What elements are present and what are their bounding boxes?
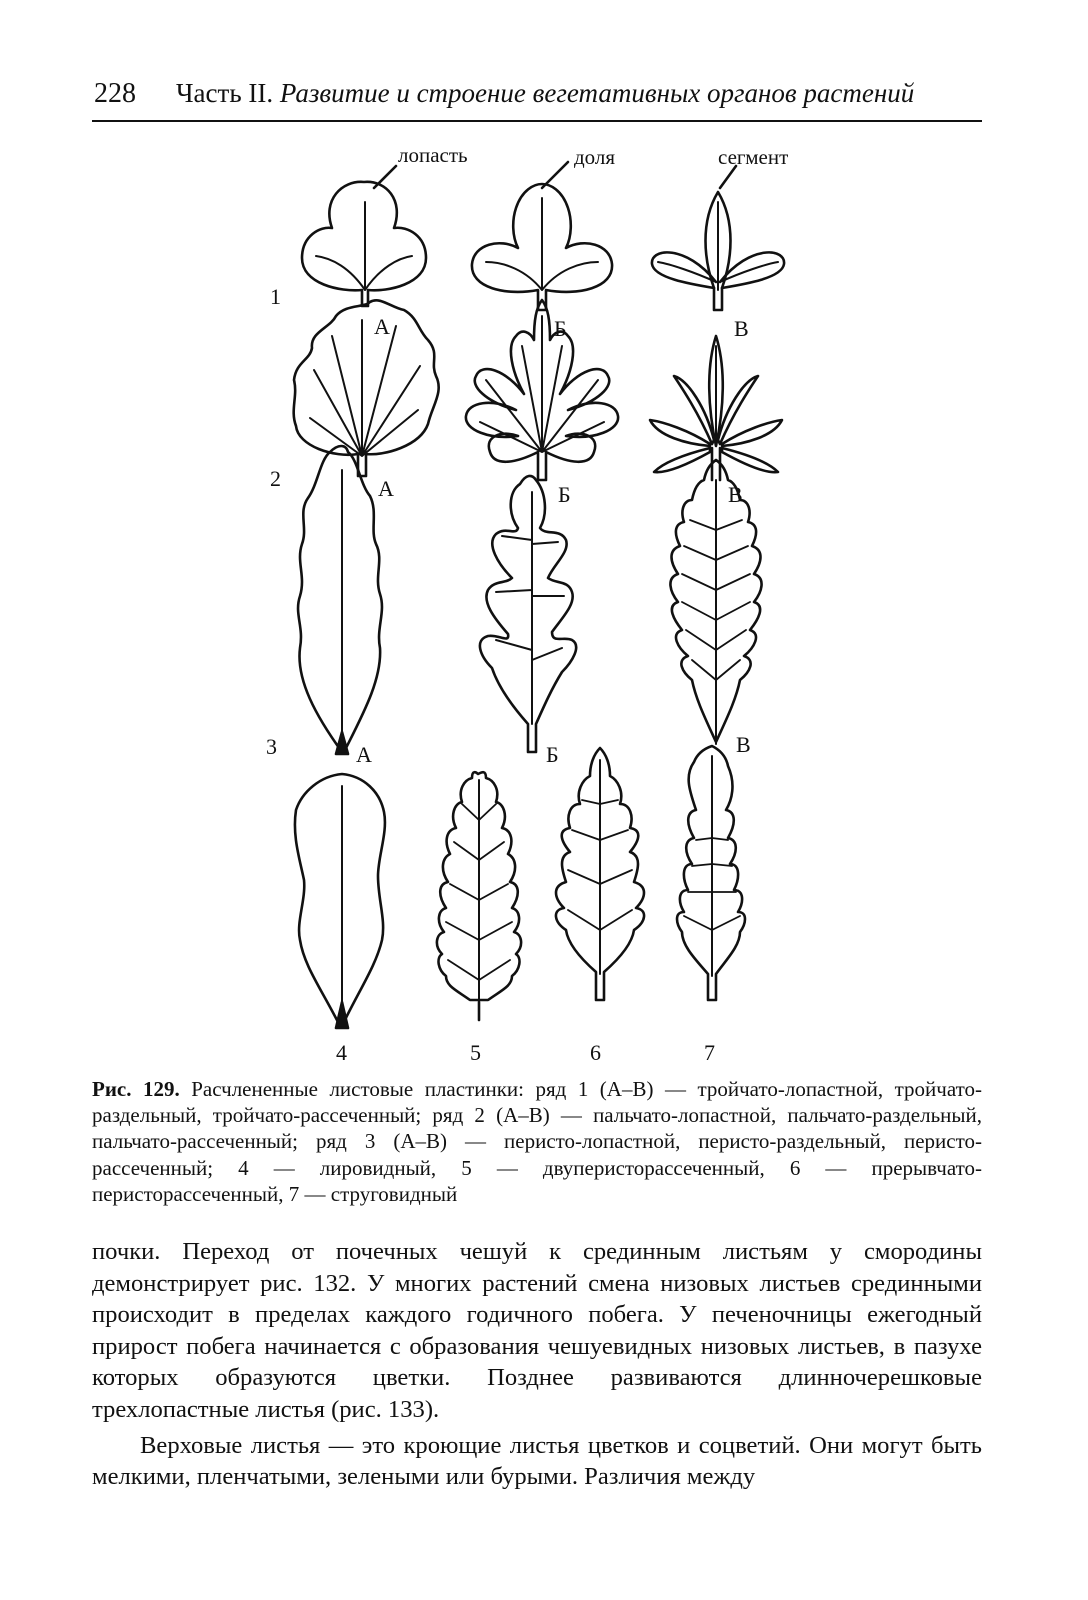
leaf-2b-palmately-parted: [466, 300, 618, 480]
col-letter-2b: Б: [558, 482, 571, 507]
col-letter-3a: А: [356, 742, 372, 767]
col-letter-1c: В: [734, 316, 749, 341]
caption-label: Рис. 129.: [92, 1077, 180, 1101]
leaf-1a-trilobate: [302, 182, 426, 306]
label-share: доля: [574, 145, 616, 169]
figure-caption: [92, 1076, 982, 1207]
leaf-4-lyrate: [295, 774, 385, 1028]
col-letter-1a: А: [374, 314, 390, 339]
col-letter-3c: В: [736, 732, 751, 757]
part-label: Часть II.: [176, 78, 274, 108]
caption-text: Расчлененные листовые пластинки: ряд 1 (А–В) — тройчато-лопастной, тройчато-раздельный, тройчато-рассеченный; ряд 2 (А–В) — пальчато-лопастной, пальчато-раздельный, пальчато-рассеченный; ряд 3 (А–В) — перисто-лопастной, перисто-раздельный, перисто-рассеченный; 4 — лировидный, 5 — двуперисторассеченный, 6 — прерывчато-перисторассеченный, 7 — струговидный: [92, 1077, 982, 1206]
leaf-1b-tripartite: [472, 184, 612, 310]
bottom-number-6: 6: [590, 1040, 601, 1065]
body-text: [92, 1236, 982, 1493]
page-number: 228: [94, 78, 136, 109]
figure-129: [250, 140, 830, 1070]
paragraph-1: почки. Переход от почечных чешуй к срединным листьям у смородины демонстрирует рис. 132. У многих растений смена низовых листьев срединными происходит в пределах каждого годичного побега. У печеночницы ежегодный прирост побега начинается с образования чешуевидных низовых листьев, в пазухе которых образуются цветки. Позднее развиваются длинночерешковые трехлопастные листья (рис. 133).: [92, 1238, 982, 1423]
label-segment: сегмент: [718, 145, 789, 169]
bottom-number-5: 5: [470, 1040, 481, 1065]
leaf-3c-pinnately-dissected: [670, 460, 761, 744]
row-number-2: 2: [270, 466, 281, 491]
leader-segment: [720, 166, 736, 188]
col-letter-3b: Б: [546, 742, 559, 767]
label-lobe: лопасть: [398, 143, 468, 167]
col-letter-2a: А: [378, 476, 394, 501]
leaf-3b-pinnately-parted: [480, 476, 576, 752]
row-number-1: 1: [270, 284, 281, 309]
running-title: [176, 78, 914, 109]
col-letter-1b: Б: [554, 316, 567, 341]
running-header: [92, 78, 982, 122]
leaf-2c-palmately-dissected: [650, 336, 782, 480]
bottom-number-4: 4: [336, 1040, 347, 1065]
leaf-3a-pinnately-lobed: [298, 446, 382, 754]
leaf-6-interruptedly-pinnatisect: [556, 748, 644, 1000]
col-letter-2c: В: [728, 482, 743, 507]
part-title: Развитие и строение вегетативных органов растений: [279, 78, 915, 108]
bottom-number-7: 7: [704, 1040, 715, 1065]
leaf-5-bipinnately-dissected: [437, 772, 521, 1020]
paragraph-2: Верховые листья — это кроющие листья цветков и соцветий. Они могут быть мелкими, пленчатыми, зелеными или бурыми. Различия между: [92, 1431, 982, 1491]
leaf-7-runcinate: [677, 746, 745, 1000]
leaf-1c-trisect: [652, 192, 784, 310]
leaf-2a-palmately-lobed: [294, 300, 439, 476]
row-number-3: 3: [266, 734, 277, 759]
leaf-illustration: [250, 140, 830, 1070]
